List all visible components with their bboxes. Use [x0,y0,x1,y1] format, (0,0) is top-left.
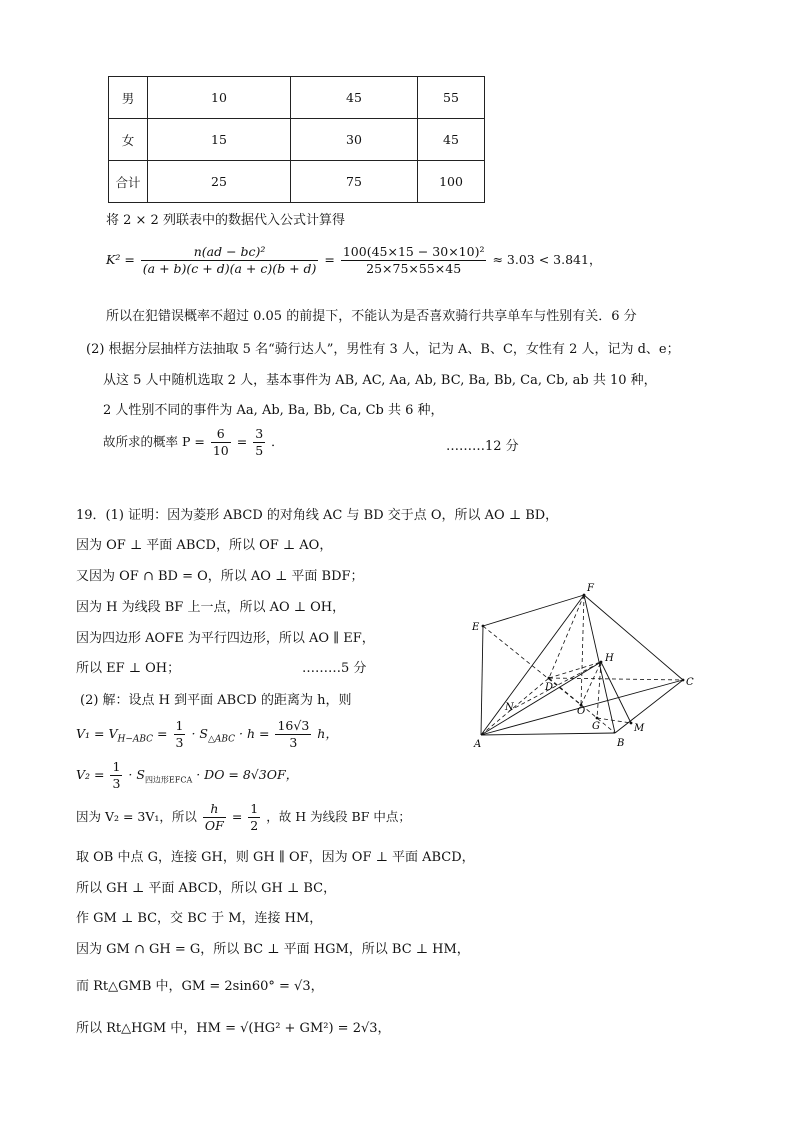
v2-formula [76,759,298,792]
fraction-numerator: 6 [211,426,231,443]
q19-line-16: 所以 Rt△HGM 中，HM = √(HG² + GM²) = 2√3， [76,1021,391,1036]
sampling-line: (2) 根据分层抽样方法抽取 5 名“骑行达人”，男性有 3 人，记为 A、B、C，女性有 2 人，记为 d、e； [86,342,680,357]
k2-intro: 将 2 × 2 列联表中的数据代入公式计算得 [106,213,345,228]
fraction-numerator: h [203,801,226,818]
edge-FC [584,595,683,680]
edge-FE [483,595,584,626]
label-M: M [634,723,645,734]
edge-GM [597,718,631,723]
edge-DH [549,662,601,678]
k2-numerator: n(ad − bc)² [141,244,319,261]
label-E: E [472,622,480,633]
table-cell: 45 [418,119,485,161]
v2-area: · S [128,767,145,782]
fraction-denominator: 3 [175,735,184,750]
edge-AB [481,733,615,735]
table-cell: 男 [109,77,148,119]
probability-fraction-2 [253,426,265,459]
v1-tail: h， [317,726,338,741]
edge-FA [481,595,584,735]
edge-FB [584,595,615,733]
table-cell: 45 [291,77,418,119]
edge-AH [481,662,601,735]
q19-line-4: 因为 H 为线段 BF 上一点，所以 AO ⊥ OH， [76,600,346,615]
label-F: F [587,583,594,594]
q19-line-7: (2) 解：设点 H 到平面 ABCD 的距离为 h，则 [80,693,352,708]
q19-line-12: 所以 GH ⊥ 平面 ABCD，所以 GH ⊥ BC， [76,881,337,896]
edge-HG [597,662,601,718]
contingency-table [108,76,485,203]
score-12: ………12 分 [446,439,519,454]
fraction-numerator: 1 [250,801,259,816]
v1-area-subscript: △ABC [207,734,236,745]
label-A: A [474,739,482,750]
label-D: D [545,682,554,693]
q19-line-13: 作 GM ⊥ BC，交 BC 于 M，连接 HM， [76,911,323,926]
fraction-numerator: 1 [175,718,184,733]
k2-numerator-values: 100(45×15 − 30×10)² [342,244,485,259]
edge-BC [615,680,683,733]
table-cell: 15 [148,119,291,161]
fraction-denominator: 5 [255,443,264,458]
label-N: N [505,702,514,713]
probability-lhs: 故所求的概率 P = [103,434,205,449]
v1-fraction-2 [275,718,311,751]
probability-tail: ． [271,434,284,449]
label-B: B [617,738,625,749]
k2-fraction [141,244,319,277]
k2-result: ≈ 3.03 < 3.841， [492,252,602,267]
diff-gender-line: 2 人性别不同的事件为 Aa, Ab, Ba, Bb, Ca, Cb 共 6 种， [103,403,444,418]
edge-DC [549,678,683,680]
score-5: ………5 分 [302,661,367,676]
table-cell: 女 [109,119,148,161]
q19-line-3: 又因为 OF ∩ BD = O，所以 AO ⊥ 平面 BDF； [76,569,364,584]
pyramid-figure [468,578,700,754]
edge-AD [481,678,549,735]
table-cell: 合计 [109,161,148,203]
q19-line-15: 而 Rt△GMB 中，GM = 2sin60° = √3， [76,979,324,994]
k2-fraction-values [341,244,487,277]
v2-area-subscript: 四边形EFCA [144,775,193,785]
k2-formula [106,244,601,277]
fraction-denominator: 3 [289,735,298,750]
fraction-numerator: 3 [255,426,264,441]
probability-line: 故所求的概率 P = $\frac{6}{10}$ = $\frac{3}{5}$ ． [103,426,284,458]
label-H: H [605,653,614,664]
v1-equals: = [153,726,168,741]
v1-fraction [174,718,186,751]
q19-line-14: 因为 GM ∩ GH = G，所以 BC ⊥ 平面 HGM，所以 BC ⊥ HM， [76,942,470,957]
table-row [109,161,485,203]
q19-line-2: 因为 OF ⊥ 平面 ABCD，所以 OF ⊥ AO， [76,538,333,553]
q19-line-11: 取 OB 中点 G，连接 GH，则 GH ∥ OF，因为 OF ⊥ 平面 ABCD， [76,850,475,865]
q19-line-6: 所以 EF ⊥ OH； [76,661,181,676]
label-C: C [686,677,694,688]
v2-lhs: V₂ = [76,767,105,782]
v1-height: · h = [239,726,270,741]
k2-equals: = [324,252,335,267]
k2-denominator: (a + b)(c + d)(a + c)(b + d) [142,261,317,276]
fraction-denominator: 10 [212,443,229,458]
fraction-numerator: 16√3 [277,718,310,733]
fraction-denominator: 2 [250,818,259,833]
k2-conclusion: 所以在犯错误概率不超过 0.05 的前提下，不能认为是否喜欢骑行共享单车与性别有关．6 分 [106,309,637,324]
events-line: 从这 5 人中随机选取 2 人，基本事件为 AB, AC, Aa, Ab, BC, Ba, Bb, Ca, Cb, ab 共 10 种， [103,373,657,388]
table-row [109,77,485,119]
v1-subscript: H−ABC [117,734,154,745]
q19-line-1: 19．(1) 证明：因为菱形 ABCD 的对角线 AC 与 BD 交于点 O，所以 AO ⊥ BD， [76,508,559,523]
table-cell: 100 [418,161,485,203]
q19-line-5: 因为四边形 AOFE 为平行四边形，所以 AO ∥ EF， [76,631,375,646]
table-cell: 10 [148,77,291,119]
edge-FD [549,595,584,678]
edge-FO [581,595,584,705]
v1-lhs: V₁ = V [76,726,118,741]
fraction-denominator: 3 [112,776,121,791]
ratio-intro: 因为 V₂ = 3V₁，所以 [76,809,197,824]
label-G: G [592,721,600,732]
ratio-tail: ，故 H 为线段 BF 中点； [266,809,411,824]
table-row [109,119,485,161]
fraction-numerator: 1 [112,759,121,774]
label-O: O [577,706,586,717]
v1-area: · S [191,726,208,741]
v2-tail: · DO = 8√3OF， [196,767,299,782]
edge-NH [509,662,601,711]
ratio-equals: = [231,809,243,824]
v1-formula [76,718,338,751]
fraction-denominator: OF [204,818,224,833]
ratio-line [76,801,411,834]
k2-lhs: K² = [106,252,135,267]
ratio-fraction [203,801,226,834]
edge-EA [481,626,483,735]
table-cell: 55 [418,77,485,119]
k2-denominator-values: 25×75×55×45 [366,261,462,276]
table-cell: 30 [291,119,418,161]
probability-fraction-1 [211,426,231,459]
ratio-fraction-2 [248,801,260,834]
table-cell: 75 [291,161,418,203]
table-cell: 25 [148,161,291,203]
v2-fraction [110,759,122,792]
